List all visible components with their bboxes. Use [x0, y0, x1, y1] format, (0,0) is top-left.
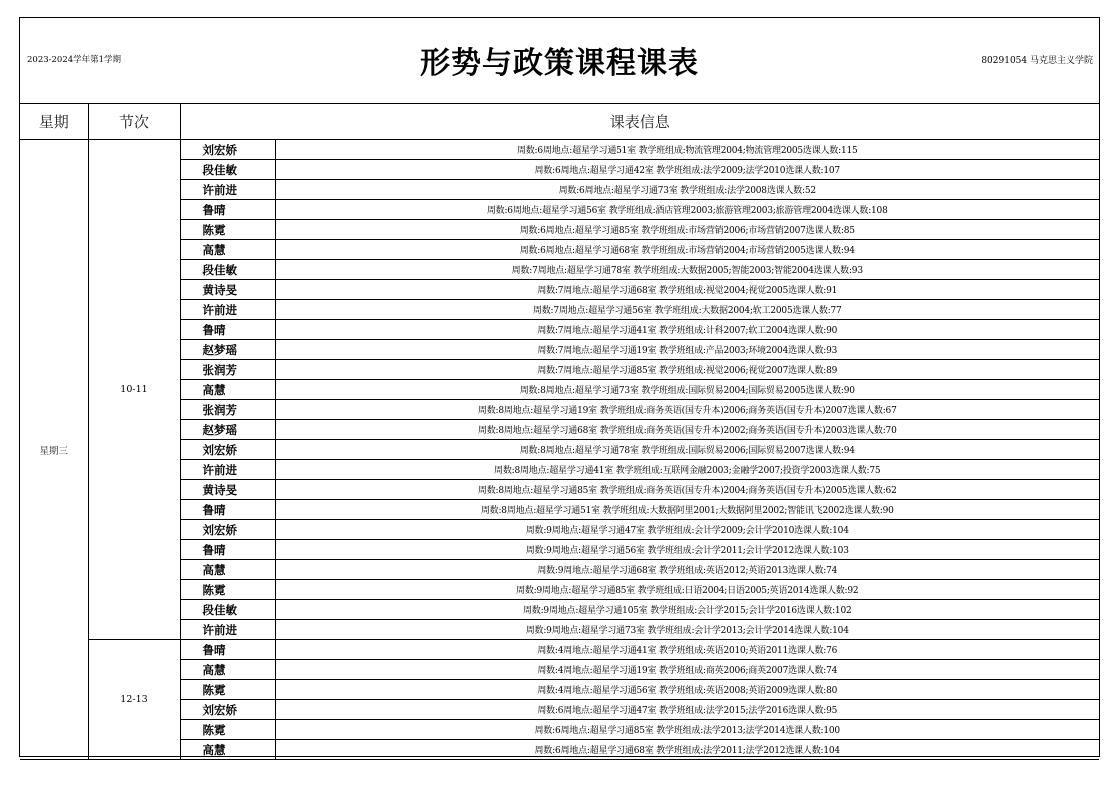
- table-header-row: [20, 104, 1099, 140]
- period-cell: 12-13: [88, 640, 180, 760]
- course-info-cell: 周数:6周地点:超星学习通56室 教学班组成:酒店管理2003;旅游管理2003;旅游管理2004选课人数:108: [275, 200, 1099, 220]
- teacher-cell: 鲁晴: [180, 640, 275, 660]
- teacher-cell: 鲁晴: [180, 540, 275, 560]
- period-cell: 10-11: [88, 140, 180, 640]
- course-info-cell: 周数:6周地点:超星学习通85室 教学班组成:法学2013;法学2014选课人数:100: [275, 720, 1099, 740]
- teacher-cell: 陈霓: [180, 720, 275, 740]
- table-row: [20, 620, 1099, 640]
- course-info-cell: 周数:6周地点:超星学习通73室 教学班组成:法学2008选课人数:52: [275, 180, 1099, 200]
- course-info-cell: 周数:6周地点:超星学习通85室 教学班组成:市场营销2006;市场营销2007选课人数:85: [275, 220, 1099, 240]
- table-row: [20, 660, 1099, 680]
- teacher-cell: 张润芳: [180, 400, 275, 420]
- table-row: [20, 740, 1099, 760]
- teacher-cell: 高慧: [180, 560, 275, 580]
- course-info-cell: 周数:9周地点:超星学习通73室 教学班组成:会计学2013;会计学2014选课人数:104: [275, 620, 1099, 640]
- table-row: [20, 420, 1099, 440]
- course-info-cell: 周数:8周地点:超星学习通85室 教学班组成:商务英语(国专升本)2004;商务英语(国专升本)2005选课人数:62: [275, 480, 1099, 500]
- table-row: [20, 640, 1099, 660]
- table-row: [20, 600, 1099, 620]
- term-label: 2023-2024学年第1学期: [27, 55, 122, 65]
- table-row: [20, 340, 1099, 360]
- teacher-cell: 高慧: [180, 740, 275, 760]
- teacher-cell: 许前进: [180, 180, 275, 200]
- table-row: [20, 560, 1099, 580]
- teacher-cell: 许前进: [180, 460, 275, 480]
- course-info-cell: 周数:8周地点:超星学习通68室 教学班组成:商务英语(国专升本)2002;商务英语(国专升本)2003选课人数:70: [275, 420, 1099, 440]
- table-row: [20, 160, 1099, 180]
- teacher-cell: 刘宏娇: [180, 520, 275, 540]
- teacher-cell: 高慧: [180, 240, 275, 260]
- course-info-cell: 周数:6周地点:超星学习通47室 教学班组成:法学2015;法学2016选课人数:95: [275, 700, 1099, 720]
- table-row: [20, 460, 1099, 480]
- course-info-cell: 周数:7周地点:超星学习通78室 教学班组成:大数据2005;智能2003;智能2004选课人数:93: [275, 260, 1099, 280]
- course-info-cell: 周数:9周地点:超星学习通85室 教学班组成:日语2004;日语2005;英语2014选课人数:92: [275, 580, 1099, 600]
- teacher-cell: 黄诗旻: [180, 280, 275, 300]
- col-header-day: 星期: [20, 104, 88, 140]
- teacher-cell: 鲁晴: [180, 200, 275, 220]
- course-info-cell: 周数:4周地点:超星学习通56室 教学班组成:英语2008;英语2009选课人数:80: [275, 680, 1099, 700]
- teacher-cell: 刘宏娇: [180, 140, 275, 160]
- page-title: 形势与政策课程课表: [420, 46, 699, 81]
- department-code: 80291054 马克思主义学院: [981, 56, 1093, 66]
- table-row: [20, 400, 1099, 420]
- table-row: [20, 380, 1099, 400]
- table-row: [20, 180, 1099, 200]
- course-info-cell: 周数:9周地点:超星学习通47室 教学班组成:会计学2009;会计学2010选课人数:104: [275, 520, 1099, 540]
- course-info-cell: 周数:6周地点:超星学习通68室 教学班组成:市场营销2004;市场营销2005选课人数:94: [275, 240, 1099, 260]
- table-row: [20, 280, 1099, 300]
- table-row: [20, 520, 1099, 540]
- course-info-cell: 周数:7周地点:超星学习通19室 教学班组成:产品2003;环境2004选课人数:93: [275, 340, 1099, 360]
- course-info-cell: 周数:7周地点:超星学习通68室 教学班组成:视觉2004;视觉2005选课人数:91: [275, 280, 1099, 300]
- course-info-cell: 周数:9周地点:超星学习通56室 教学班组成:会计学2011;会计学2012选课人数:103: [275, 540, 1099, 560]
- course-info-cell: 周数:6周地点:超星学习通42室 教学班组成:法学2009;法学2010选课人数:107: [275, 160, 1099, 180]
- course-info-cell: 周数:8周地点:超星学习通41室 教学班组成:互联网金融2003;金融学2007;投资学2003选课人数:75: [275, 460, 1099, 480]
- table-row: [20, 440, 1099, 460]
- col-header-period: 节次: [88, 104, 180, 140]
- table-row: [20, 480, 1099, 500]
- course-info-cell: 周数:6周地点:超星学习通68室 教学班组成:法学2011;法学2012选课人数:104: [275, 740, 1099, 760]
- teacher-cell: 赵梦瑶: [180, 420, 275, 440]
- course-info-cell: 周数:4周地点:超星学习通41室 教学班组成:英语2010;英语2011选课人数:76: [275, 640, 1099, 660]
- table-row: [20, 240, 1099, 260]
- teacher-cell: 段佳敏: [180, 600, 275, 620]
- table-row: [20, 320, 1099, 340]
- table-row: [20, 720, 1099, 740]
- table-row: [20, 220, 1099, 240]
- teacher-cell: 赵梦瑶: [180, 340, 275, 360]
- teacher-cell: 鲁晴: [180, 320, 275, 340]
- schedule-table: [20, 103, 1099, 760]
- table-row: [20, 700, 1099, 720]
- schedule-sheet: [19, 17, 1100, 757]
- table-row: [20, 140, 1099, 160]
- table-row: [20, 200, 1099, 220]
- course-info-cell: 周数:7周地点:超星学习通85室 教学班组成:视觉2006;视觉2007选课人数:89: [275, 360, 1099, 380]
- course-info-cell: 周数:7周地点:超星学习通41室 教学班组成:计科2007;软工2004选课人数:90: [275, 320, 1099, 340]
- course-info-cell: 周数:4周地点:超星学习通19室 教学班组成:商英2006;商英2007选课人数:74: [275, 660, 1099, 680]
- teacher-cell: 高慧: [180, 380, 275, 400]
- day-cell: 星期三: [20, 140, 88, 760]
- teacher-cell: 段佳敏: [180, 260, 275, 280]
- course-info-cell: 周数:9周地点:超星学习通68室 教学班组成:英语2012;英语2013选课人数:74: [275, 560, 1099, 580]
- teacher-cell: 许前进: [180, 300, 275, 320]
- course-info-cell: 周数:8周地点:超星学习通19室 教学班组成:商务英语(国专升本)2006;商务英语(国专升本)2007选课人数:67: [275, 400, 1099, 420]
- col-header-info: 课表信息: [180, 104, 1099, 140]
- teacher-cell: 黄诗旻: [180, 480, 275, 500]
- table-row: [20, 300, 1099, 320]
- teacher-cell: 陈霓: [180, 220, 275, 240]
- teacher-cell: 段佳敏: [180, 160, 275, 180]
- sheet-header: [20, 18, 1099, 104]
- course-info-cell: 周数:9周地点:超星学习通105室 教学班组成:会计学2015;会计学2016选课人数:102: [275, 600, 1099, 620]
- table-row: [20, 680, 1099, 700]
- table-row: [20, 540, 1099, 560]
- teacher-cell: 许前进: [180, 620, 275, 640]
- table-row: [20, 580, 1099, 600]
- teacher-cell: 刘宏娇: [180, 700, 275, 720]
- course-info-cell: 周数:8周地点:超星学习通73室 教学班组成:国际贸易2004;国际贸易2005选课人数:90: [275, 380, 1099, 400]
- teacher-cell: 陈霓: [180, 680, 275, 700]
- course-info-cell: 周数:8周地点:超星学习通78室 教学班组成:国际贸易2006;国际贸易2007选课人数:94: [275, 440, 1099, 460]
- table-row: [20, 500, 1099, 520]
- course-info-cell: 周数:8周地点:超星学习通51室 教学班组成:大数据阿里2001;大数据阿里2002;智能讯飞2002选课人数:90: [275, 500, 1099, 520]
- table-row: [20, 260, 1099, 280]
- course-info-cell: 周数:6周地点:超星学习通51室 教学班组成:物流管理2004;物流管理2005选课人数:115: [275, 140, 1099, 160]
- schedule-body: [20, 140, 1099, 760]
- teacher-cell: 陈霓: [180, 580, 275, 600]
- teacher-cell: 高慧: [180, 660, 275, 680]
- teacher-cell: 张润芳: [180, 360, 275, 380]
- table-row: [20, 360, 1099, 380]
- teacher-cell: 刘宏娇: [180, 440, 275, 460]
- course-info-cell: 周数:7周地点:超星学习通56室 教学班组成:大数据2004;软工2005选课人数:77: [275, 300, 1099, 320]
- teacher-cell: 鲁晴: [180, 500, 275, 520]
